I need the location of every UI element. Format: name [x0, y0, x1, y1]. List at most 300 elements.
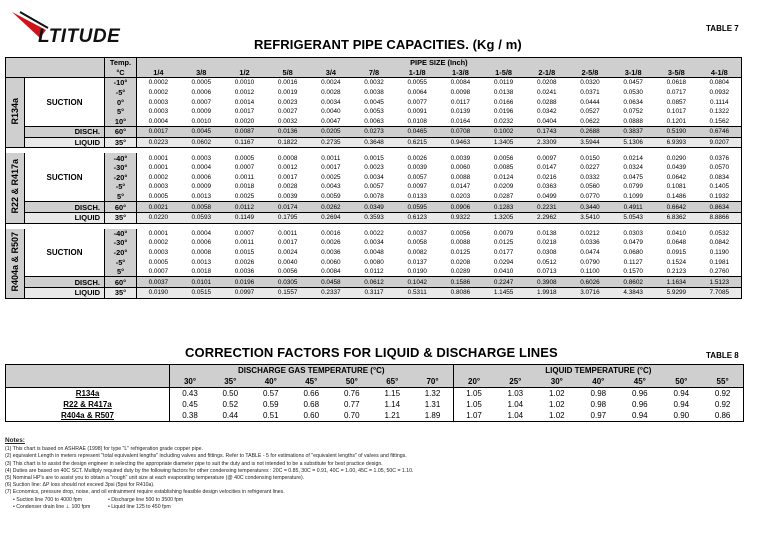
factor-cell: 1.02	[549, 389, 565, 398]
factor-cell: 0.96	[632, 400, 648, 409]
note-bullet: • Condenser drain line ⊥ 100 fpm	[13, 503, 91, 510]
capacity-cell: 0.0713	[537, 268, 557, 276]
capacity-cell: 0.0010	[223, 78, 266, 88]
capacity-cell: 0.1149	[223, 212, 266, 223]
capacity-cell: 0.0932	[709, 89, 730, 97]
liquid-temp-header: LIQUID TEMPERATURE (°C)	[545, 366, 652, 375]
capacity-cell: 0.0098	[450, 89, 471, 97]
refrigerant-group-label	[6, 229, 25, 299]
factor-cell: 1.07	[466, 411, 482, 420]
logo-text: LTITUDE	[38, 26, 121, 47]
capacity-cell: 0.0039	[450, 154, 471, 162]
corner-cell	[6, 365, 170, 388]
factor-cell: 0.44	[222, 411, 239, 420]
capacity-cell: 0.0057	[407, 173, 427, 181]
capacity-cell: 0.0125	[450, 248, 471, 256]
capacity-cell: 0.0027	[277, 108, 298, 116]
note-line: (4) Duties are based on 40C SCT. Multiply required duty by the following factors for other condensing temperatures : 20C = 0.85, 30C = 0.91, 40C = 1.00, 45C = 1.05, 50C = 1.10.	[5, 467, 414, 474]
capacity-cell: 0.3593	[352, 212, 395, 223]
capacity-cell: 0.0005	[148, 258, 169, 266]
capacity-cell: 0.0059	[321, 193, 341, 201]
capacity-cell: 0.0039	[277, 193, 298, 201]
capacity-cell: 0.0026	[407, 154, 427, 162]
note-line: (1) This chart is based on ASHRAE (1998) for type "L" refrigeration grade copper pipe.	[5, 446, 203, 453]
capacity-cell: 0.0028	[277, 183, 298, 191]
capacity-cell: 0.3837	[612, 127, 655, 138]
capacity-cell: 0.8634	[698, 202, 741, 213]
capacity-cell: 0.8086	[439, 288, 482, 299]
capacity-cell: 0.0227	[580, 164, 600, 172]
factor-cell: 1.03	[507, 389, 524, 398]
capacity-cell: 0.2231	[525, 202, 568, 213]
capacity-cell: 0.0036	[234, 268, 255, 276]
capacity-cell: 0.0064	[407, 89, 427, 97]
altitude-logo	[10, 6, 180, 56]
capacity-cell: 0.0084	[439, 78, 482, 88]
liquid-label: LIQUID	[25, 137, 105, 148]
capacity-cell: 0.0136	[266, 127, 309, 138]
factor-cell: 0.98	[590, 400, 607, 409]
capacity-cell: 0.0013	[191, 258, 212, 266]
capacity-cell: 0.0444	[580, 98, 600, 106]
temp-cell: -5°	[105, 182, 137, 192]
capacity-cell: 0.0475	[623, 173, 643, 181]
capacity-cell: 0.0011	[321, 154, 341, 162]
capacity-cell: 0.0177	[493, 248, 514, 256]
capacity-cell: 0.0016	[266, 78, 309, 88]
capacity-cell: 0.0112	[223, 202, 266, 213]
factor-cell: 0.70	[343, 411, 360, 420]
capacity-cell: 0.0003	[148, 108, 169, 116]
capacity-cell: 0.0011	[234, 173, 254, 181]
capacity-cell: 0.0404	[537, 117, 557, 125]
capacity-cell: 0.0009	[191, 108, 212, 116]
capacity-cell: 0.0612	[352, 277, 395, 288]
factor-cell: 0.94	[673, 400, 690, 409]
capacity-cell: 0.0342	[537, 108, 557, 116]
capacity-cell: 0.0336	[580, 239, 600, 247]
capacity-cell: 0.3440	[568, 202, 611, 213]
capacity-cell: 0.0063	[364, 117, 384, 125]
capacity-cell: 0.0004	[191, 229, 212, 237]
capacity-cell: 0.0294	[493, 258, 514, 266]
disch-temp-col-header: 65°	[386, 377, 399, 386]
capacity-cell: 0.0857	[666, 98, 687, 106]
capacity-cell: 0.1322	[709, 108, 730, 116]
table-row	[6, 399, 744, 410]
capacity-cell: 0.0770	[580, 193, 600, 201]
capacity-cell: 0.6642	[655, 202, 698, 213]
note-line: (5) Nominal HP's are to assist you to obtain a "rough" unit size at each evaporating temperature (@ 40C condensing temperature).	[5, 475, 305, 482]
note-bullet: • Suction line 700 to 4000 fpm	[13, 496, 83, 503]
capacity-cell: 0.6026	[568, 277, 611, 288]
capacity-cell: 0.0305	[266, 277, 309, 288]
factor-cell: 0.96	[632, 389, 648, 398]
pipe-size-col-header: 2-5/8	[581, 67, 599, 77]
capacity-cell: 0.0101	[180, 277, 223, 288]
capacity-cell: 0.1524	[666, 258, 687, 266]
capacity-cell: 0.0040	[277, 258, 298, 266]
temp-cell: 35°	[105, 137, 137, 148]
temp-cell: -10°	[105, 78, 137, 88]
capacity-cell: 0.0016	[321, 229, 341, 237]
capacity-cell: 0.0022	[364, 229, 384, 237]
temp-cell: -5°	[105, 257, 137, 267]
capacity-cell: 0.0007	[148, 268, 169, 276]
note-bullet: • Discharge line 500 to 3500 fpm	[108, 496, 184, 503]
capacity-cell: 0.0002	[148, 89, 169, 97]
liquid-temp-col-header: 55°	[716, 377, 729, 386]
table-row	[6, 78, 742, 88]
capacity-cell: 0.0002	[137, 78, 180, 88]
capacity-cell: 0.0906	[439, 202, 482, 213]
capacity-cell: 0.0097	[537, 154, 557, 162]
pipe-size-col-header: 3-1/8	[624, 67, 642, 77]
capacity-cell: 0.0017	[234, 108, 255, 116]
temp-cell: 60°	[105, 277, 137, 288]
capacity-cell: 0.0001	[148, 154, 169, 162]
liquid-temp-col-header: 25°	[509, 377, 522, 386]
liquid-temp-col-header: 50°	[675, 377, 688, 386]
capacity-cell: 0.0618	[655, 78, 698, 88]
capacity-cell: 3.5944	[568, 137, 611, 148]
table-row	[6, 117, 742, 127]
capacity-cell: 0.0166	[493, 98, 514, 106]
factor-cell: 0.86	[714, 411, 731, 420]
capacity-cell: 7.7085	[698, 288, 741, 299]
capacity-cell: 0.0634	[623, 98, 643, 106]
suction-label: SUCTION	[25, 78, 105, 127]
factor-cell: 1.05	[466, 400, 482, 409]
capacity-cell: 0.0025	[321, 173, 341, 181]
capacity-cell: 0.0273	[352, 127, 395, 138]
pipe-size-col-header: 3/8	[196, 67, 207, 77]
capacity-cell: 3.0716	[568, 288, 611, 299]
refrigerant-group-label	[6, 78, 25, 148]
capacity-cell: 0.0203	[450, 193, 471, 201]
table-row	[6, 229, 742, 239]
capacity-cell: 0.0119	[482, 78, 525, 88]
capacity-cell: 0.0058	[407, 239, 427, 247]
capacity-cell: 0.0288	[537, 98, 557, 106]
refrigerant-name: R404a & R507	[9, 231, 20, 292]
capacity-cell: 0.0056	[493, 154, 514, 162]
capacity-cell: 0.0530	[623, 89, 643, 97]
capacity-cell: 0.1081	[666, 183, 687, 191]
factor-cell: 0.76	[343, 389, 360, 398]
temp-cell: 60°	[105, 202, 137, 213]
capacity-cell: 0.0023	[364, 164, 384, 172]
factor-cell: 0.94	[632, 411, 648, 420]
capacity-cell: 0.2760	[709, 268, 730, 276]
pipe-size-col-header: 1/2	[239, 67, 250, 77]
disch-temp-col-header: 70°	[413, 376, 454, 388]
capacity-cell: 0.0006	[191, 173, 212, 181]
capacity-cell: 0.0014	[234, 98, 255, 106]
capacity-cell: 0.0410	[493, 268, 514, 276]
capacity-cell: 0.0003	[148, 183, 169, 191]
capacity-cell: 5.0543	[612, 212, 655, 223]
capacity-cell: 0.0037	[407, 229, 427, 237]
factor-cell: 0.52	[222, 400, 239, 409]
capacity-cell: 0.1557	[266, 288, 309, 299]
capacity-cell: 0.0465	[396, 127, 439, 138]
pipe-size-col-header: 3-5/8	[667, 67, 685, 77]
capacity-cell: 0.0223	[137, 137, 180, 148]
capacity-cell: 0.0088	[450, 239, 471, 247]
capacity-cell: 0.2337	[309, 288, 352, 299]
capacity-cell: 0.0011	[234, 239, 254, 247]
pipe-size-col-header: 7/8	[368, 67, 380, 77]
capacity-cell: 0.0056	[450, 229, 471, 237]
correction-factor-table	[5, 364, 744, 422]
liquid-label: LIQUID	[25, 212, 105, 223]
capacity-cell: 0.0216	[537, 173, 557, 181]
capacity-cell: 0.0025	[234, 193, 255, 201]
capacity-cell: 0.0410	[666, 229, 687, 237]
capacity-cell: 0.0799	[623, 183, 643, 191]
capacity-cell: 0.0303	[623, 229, 643, 237]
factor-cell: 1.02	[549, 411, 565, 420]
capacity-cell: 0.0474	[580, 248, 600, 256]
capacity-cell: 0.0043	[321, 183, 341, 191]
pipe-size-col-header: 1-5/8	[495, 67, 513, 77]
factor-cell: 0.90	[673, 411, 690, 420]
capacity-cell: 0.0018	[234, 183, 255, 191]
capacity-cell: 0.0002	[148, 173, 169, 181]
refrigerant-name: R134a	[9, 98, 20, 125]
pipe-size-col-header: 2-1/8	[538, 67, 556, 77]
capacity-cell: 0.0012	[277, 164, 298, 172]
temp-header: Temp.	[105, 58, 137, 68]
capacity-cell: 0.0034	[364, 173, 384, 181]
capacity-cell: 0.0208	[450, 258, 471, 266]
suction-label: SUCTION	[25, 229, 105, 277]
temp-cell: 5°	[105, 267, 137, 277]
capacity-cell: 0.5190	[655, 127, 698, 138]
table-row	[6, 267, 742, 277]
capacity-cell: 9.0207	[698, 137, 741, 148]
capacity-cell: 0.0363	[537, 183, 557, 191]
capacity-cell: 0.1201	[666, 117, 687, 125]
temp-cell: 35°	[105, 288, 137, 299]
capacity-cell: 0.0289	[450, 268, 471, 276]
capacity-cell: 0.1114	[710, 98, 729, 106]
table-row	[6, 192, 742, 202]
capacity-cell: 0.0332	[580, 173, 600, 181]
factor-cell: 0.98	[590, 389, 607, 398]
capacity-cell: 2.2962	[525, 212, 568, 223]
note-line: (6) Suction line: ΔP loss should not exceed 3psi (5psi for R410a).	[5, 482, 155, 489]
table-row	[6, 238, 742, 248]
capacity-cell: 0.0021	[137, 202, 180, 213]
note-line: (7) Economics, pressure drop, noise, and oil entrainment require establishing feasible design velocities in refrigerant lines.	[5, 489, 285, 496]
capacity-cell: 0.1822	[266, 137, 309, 148]
note-bullet: • Liquid line 125 to 450 fpm	[108, 503, 171, 510]
capacity-cell: 0.0001	[148, 164, 169, 172]
factor-cell: 1.04	[507, 411, 524, 420]
capacity-cell: 0.0036	[321, 248, 341, 256]
capacity-cell: 0.4911	[612, 202, 655, 213]
capacity-cell: 0.0084	[321, 268, 341, 276]
pipe-size-col-header: 1/4	[153, 67, 164, 77]
capacity-cell: 0.0037	[137, 277, 180, 288]
capacity-cell: 0.0028	[321, 89, 341, 97]
capacity-cell: 0.0097	[407, 183, 427, 191]
capacity-cell: 0.0017	[137, 127, 180, 138]
factor-cell: 0.60	[303, 411, 320, 420]
capacity-cell: 0.0842	[709, 239, 730, 247]
capacity-cell: 0.0532	[709, 229, 730, 237]
capacity-cell: 0.2123	[666, 268, 687, 276]
capacity-cell: 0.0012	[234, 89, 255, 97]
capacity-cell: 0.0026	[321, 239, 341, 247]
disch-temp-col-header: 35°	[224, 377, 237, 386]
capacity-cell: 0.0019	[277, 89, 298, 97]
capacity-cell: 0.1486	[666, 193, 687, 201]
capacity-cell: 0.0147	[450, 183, 471, 191]
table7-title: REFRIGERANT PIPE CAPACITIES. (Kg / m)	[254, 37, 522, 52]
table-row	[6, 163, 742, 173]
disch-row	[6, 202, 742, 213]
capacity-cell: 0.0287	[493, 193, 514, 201]
capacity-cell: 0.1017	[666, 108, 687, 116]
refrigerant-group-label	[6, 153, 25, 223]
capacity-cell: 0.0512	[537, 258, 557, 266]
capacity-cell: 0.1283	[482, 202, 525, 213]
temp-cell: 35°	[105, 212, 137, 223]
corner-cell	[6, 58, 105, 78]
capacity-cell: 0.0262	[309, 202, 352, 213]
capacity-cell: 0.1042	[396, 277, 439, 288]
capacity-cell: 0.0045	[180, 127, 223, 138]
temp-cell: 0°	[105, 97, 137, 107]
capacity-cell: 0.0018	[191, 268, 212, 276]
disch-temp-col-header: 45°	[305, 377, 318, 386]
liquid-temp-col-header: 45°	[633, 377, 646, 386]
capacity-cell: 0.0499	[537, 193, 557, 201]
factor-cell: 0.51	[262, 411, 279, 420]
capacity-cell: 0.0457	[612, 78, 655, 88]
capacity-cell: 0.0034	[364, 239, 384, 247]
capacity-cell: 0.0057	[364, 183, 384, 191]
capacity-cell: 0.0082	[407, 248, 427, 256]
capacity-cell: 0.0008	[277, 154, 298, 162]
disch-label: DISCH.	[25, 127, 105, 138]
capacity-cell: 0.0001	[148, 229, 169, 237]
table8-label: TABLE 8	[706, 351, 739, 360]
capacity-cell: 0.0888	[623, 117, 643, 125]
capacity-cell: 0.0560	[580, 183, 600, 191]
liquid-row	[6, 288, 742, 299]
capacity-cell: 0.0642	[666, 173, 687, 181]
pipe-size-header: PIPE SIZE (Inch)	[410, 58, 468, 68]
capacity-cell: 0.1190	[709, 248, 729, 256]
capacity-cell: 0.0040	[321, 108, 341, 116]
capacity-cell: 0.1795	[266, 212, 309, 223]
capacity-cell: 0.0439	[666, 164, 687, 172]
capacity-cell: 0.0997	[223, 288, 266, 299]
capacity-cell: 0.0010	[191, 117, 212, 125]
capacity-cell: 0.0056	[277, 268, 298, 276]
capacity-cell: 0.0164	[450, 117, 471, 125]
capacity-cell: 0.1570	[623, 268, 643, 276]
capacity-cell: 0.0212	[580, 229, 600, 237]
capacity-cell: 0.0708	[439, 127, 482, 138]
capacity-cell: 0.0308	[537, 248, 557, 256]
capacity-cell: 0.0349	[352, 202, 395, 213]
capacity-cell: 0.0091	[407, 108, 427, 116]
capacity-cell: 0.2694	[309, 212, 352, 223]
temp-cell: -30°	[105, 238, 137, 248]
capacity-cell: 0.1932	[709, 193, 730, 201]
capacity-cell: 0.0005	[180, 78, 223, 88]
capacity-cell: 0.0139	[450, 108, 471, 116]
capacity-cell: 0.0376	[709, 154, 730, 162]
capacity-cell: 0.0190	[137, 288, 180, 299]
capacity-cell: 0.0002	[148, 239, 169, 247]
capacity-cell: 0.0112	[364, 268, 384, 276]
capacity-cell: 0.0138	[493, 89, 514, 97]
capacity-cell: 0.0834	[709, 173, 730, 181]
suction-label: SUCTION	[25, 153, 105, 201]
capacity-cell: 0.0570	[709, 164, 730, 172]
temp-cell: -30°	[105, 163, 137, 173]
capacity-cell: 0.0045	[364, 98, 384, 106]
table-row	[6, 97, 742, 107]
disch-temp-col-header: 40°	[264, 377, 277, 386]
temp-cell: -20°	[105, 248, 137, 258]
capacity-cell: 0.0003	[191, 154, 212, 162]
factor-cell: 0.50	[222, 389, 239, 398]
capacity-cell: 0.3908	[525, 277, 568, 288]
factor-cell: 0.77	[343, 400, 360, 409]
table-row	[6, 107, 742, 117]
disch-label: DISCH.	[25, 277, 105, 288]
capacity-cell: 0.1127	[623, 258, 643, 266]
table-row	[6, 388, 744, 400]
factor-cell: 1.32	[413, 388, 454, 400]
capacity-cell: 0.6123	[396, 212, 439, 223]
capacity-cell: 0.6746	[698, 127, 741, 138]
capacity-cell: 0.0007	[234, 229, 255, 237]
capacity-cell: 0.0055	[396, 78, 439, 88]
pipe-size-col-header: 4-1/8	[710, 67, 728, 77]
capacity-cell: 0.0060	[321, 258, 341, 266]
capacity-cell: 0.5311	[396, 288, 439, 299]
capacity-cell: 1.1455	[482, 288, 525, 299]
capacity-cell: 3.5410	[568, 212, 611, 223]
capacity-cell: 0.0017	[277, 239, 298, 247]
table7-label: TABLE 7	[706, 24, 739, 33]
capacity-cell: 0.0034	[321, 98, 341, 106]
capacity-cell: 0.0015	[364, 154, 384, 162]
disch-temp-col-header: 30°	[183, 377, 197, 386]
capacity-cell: 1.1634	[655, 277, 698, 288]
refrigerant-name: R22 & R417a	[9, 159, 20, 214]
capacity-cell: 0.3648	[352, 137, 395, 148]
capacity-cell: 0.0117	[450, 98, 470, 106]
capacity-cell: 1.5123	[698, 277, 741, 288]
capacity-cell: 0.0008	[191, 248, 212, 256]
capacity-cell: 0.0190	[407, 268, 427, 276]
capacity-cell: 0.0017	[277, 173, 298, 181]
factor-cell: 0.92	[714, 389, 731, 398]
capacity-cell: 0.9322	[439, 212, 482, 223]
capacity-cell: 0.0009	[191, 183, 212, 191]
capacity-cell: 0.0371	[580, 89, 600, 97]
capacity-cell: 0.0595	[396, 202, 439, 213]
